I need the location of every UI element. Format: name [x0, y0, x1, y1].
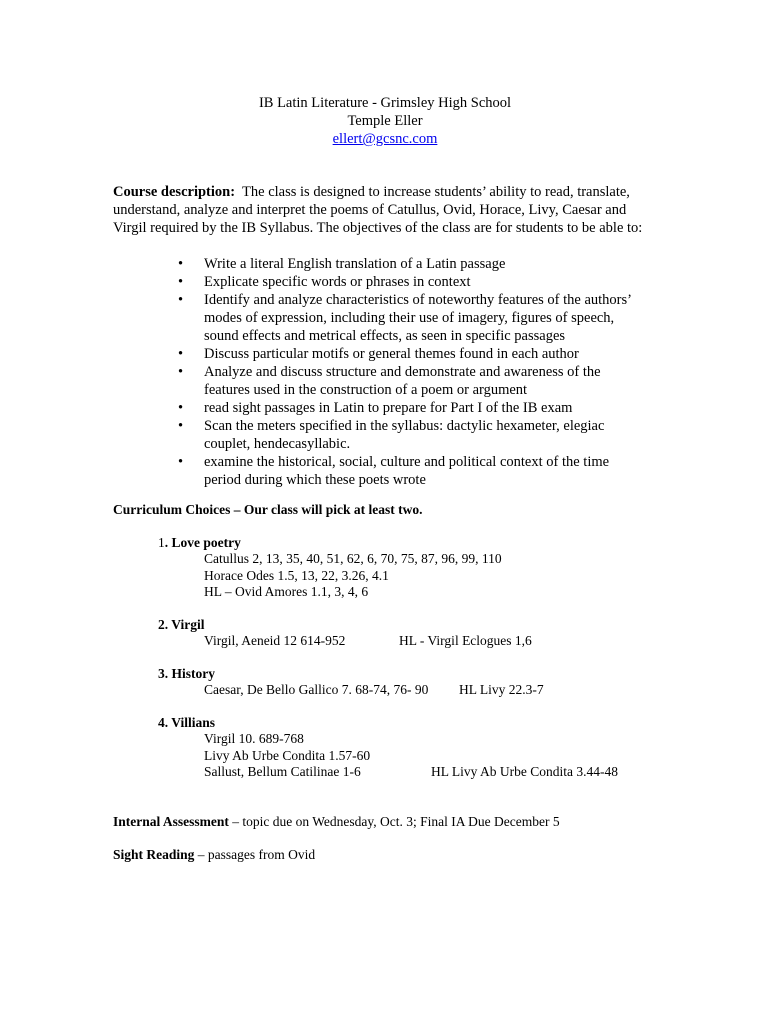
objective-text: Analyze and discuss structure and demonstrate and awareness of the features used in the construction of a poem or argument	[204, 364, 601, 398]
bullet-icon: •	[178, 256, 184, 272]
section-love-label: . Love poetry	[164, 535, 241, 550]
bullet-icon: •	[178, 400, 184, 416]
section-history-title: 3. History	[158, 666, 215, 681]
objective-item	[176, 291, 646, 345]
virgil-line-aeneid: Virgil, Aeneid 12 614-952	[204, 633, 346, 648]
objective-text: Scan the meters specified in the syllabus: dactylic hexameter, elegiac couplet, hendecasyllabic.	[204, 418, 605, 452]
course-description-label: Course description:	[113, 184, 236, 200]
sight-reading	[113, 847, 315, 863]
objective-text: Identify and analyze characteristics of noteworthy features of the authors’ modes of expression, including their use of imagery, figures of speech, sound effects and metrical effects, as seen in specific passages	[204, 292, 631, 344]
objective-text: read sight passages in Latin to prepare for Part I of the IB exam	[204, 400, 573, 416]
love-line-horace: Horace Odes 1.5, 13, 22, 3.26, 4.1	[204, 568, 389, 583]
objective-item	[176, 273, 646, 291]
objective-item	[176, 255, 646, 273]
teacher-email-link[interactable]: ellert@gcsnc.com	[332, 131, 438, 147]
objective-item	[176, 345, 646, 363]
objective-item	[176, 417, 646, 453]
bullet-icon: •	[178, 364, 184, 380]
bullet-icon: •	[178, 292, 184, 308]
section-villians-title: 4. Villians	[158, 715, 216, 730]
sight-reading-label: Sight Reading	[113, 847, 195, 862]
document-title: IB Latin Literature - Grimsley High School	[258, 95, 512, 111]
villians-line-virgil: Virgil 10. 689-768	[204, 731, 304, 746]
love-line-catullus: Catullus 2, 13, 35, 40, 51, 62, 6, 70, 75, 87, 96, 99, 110	[204, 551, 502, 566]
bullet-icon: •	[178, 454, 184, 470]
history-hl: HL Livy 22.3-7	[459, 682, 544, 697]
sight-reading-text: – passages from Ovid	[194, 847, 316, 862]
objectives-list	[176, 255, 646, 489]
bullet-icon: •	[178, 418, 184, 434]
section-love-title	[158, 535, 241, 551]
love-line-ovid: HL – Ovid Amores 1.1, 3, 4, 6	[204, 584, 369, 599]
virgil-hl: HL - Virgil Eclogues 1,6	[399, 633, 532, 648]
villians-line-sallust: Sallust, Bellum Catilinae 1-6	[204, 764, 361, 779]
course-description	[113, 183, 658, 237]
course-description-text: The class is designed to increase students’ ability to read, translate, understand, analyze and interpret the poems of Catullus, Ovid, Horace, Livy, Caesar and Virgil required by the IB Syllabus. The objectives of the class are for students to be able to:	[113, 184, 643, 236]
objective-text: Explicate specific words or phrases in context	[204, 274, 471, 290]
section-love-number: 1	[158, 535, 165, 550]
internal-assessment-label: Internal Assessment	[113, 814, 229, 829]
objective-item	[176, 453, 646, 489]
bullet-icon: •	[178, 346, 184, 362]
bullet-icon: •	[178, 274, 184, 290]
objective-text: Write a literal English translation of a Latin passage	[204, 256, 506, 272]
internal-assessment-text: – topic due on Wednesday, Oct. 3; Final IA Due December 5	[228, 814, 560, 829]
internal-assessment	[113, 814, 560, 830]
objective-item	[176, 363, 646, 399]
teacher-name: Temple Eller	[347, 113, 423, 129]
curriculum-heading: Curriculum Choices – Our class will pick at least two.	[113, 502, 423, 517]
villians-line-livy: Livy Ab Urbe Condita 1.57-60	[204, 748, 371, 763]
objective-text: examine the historical, social, culture and political context of the time period during which these poets wrote	[204, 454, 610, 488]
objective-text: Discuss particular motifs or general themes found in each author	[204, 346, 579, 362]
section-virgil-title: 2. Virgil	[158, 617, 205, 632]
villians-hl: HL Livy Ab Urbe Condita 3.44-48	[431, 764, 618, 779]
history-line-caesar: Caesar, De Bello Gallico 7. 68-74, 76- 90	[204, 682, 429, 697]
objective-item	[176, 399, 646, 417]
teacher-email-container	[0, 130, 770, 148]
